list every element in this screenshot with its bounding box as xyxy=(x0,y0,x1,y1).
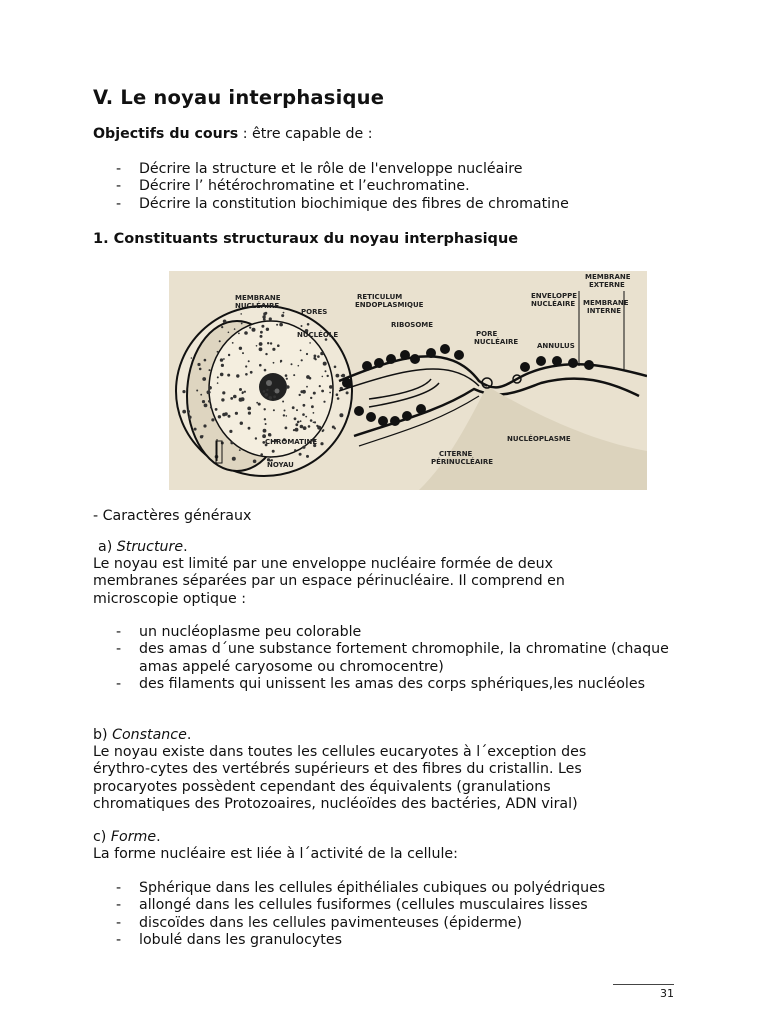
objectives-rest: : être capable de : xyxy=(238,126,373,142)
nucleus-diagram xyxy=(169,271,647,490)
section-a-heading: a) Structure. xyxy=(98,539,188,555)
list-item: - lobulé dans les granulocytes xyxy=(116,932,342,949)
label-membrane-nucleaire-1: MEMBRANE xyxy=(235,294,281,302)
footer-rule xyxy=(613,984,674,985)
list-item: - Décrire la constitution biochimique des fibres de chromatine xyxy=(116,195,569,212)
label-pore-nucleaire-1: PORE xyxy=(476,330,498,338)
section-b-text: Le noyau existe dans toutes les cellules eucaryotes à l´exception des érythro-cytes des vertébrés supérieurs et des fibres du cristallin. Les procaryotes possèdent cependant des équivalents (granulations chromatiques des Protozoaires, nucléoïdes des bactéries, ADN viral) xyxy=(93,744,587,813)
label-membrane-nucleaire-2: NUCLÉAIRE xyxy=(235,302,280,310)
section-title: 1. Constituants structuraux du noyau interphasique xyxy=(93,231,519,247)
label-nucleole: NUCLÉOLE xyxy=(297,331,339,339)
section-a-list xyxy=(93,624,673,694)
label-ribosome: RIBOSOME xyxy=(391,321,434,329)
list-item: - Décrire la structure et le rôle de l'enveloppe nucléaire xyxy=(116,161,523,177)
label-reticulum-2: ENDOPLASMIQUE xyxy=(355,301,424,309)
label-membrane-externe-1: MEMBRANE xyxy=(585,273,631,281)
list-item: - des filaments qui unissent les amas des corps sphériques,les nucléoles xyxy=(116,676,645,693)
list-item: - Sphérique dans les cellules épithéliales cubiques ou polyédriques xyxy=(116,880,606,896)
section-a-text: Le noyau est limité par une enveloppe nucléaire formée de deux membranes séparées par un espace périnucléaire. Il comprend en microscopie optique : xyxy=(93,556,565,607)
label-membrane-interne-2: INTERNE xyxy=(587,307,622,315)
section-b-heading: b) Constance. xyxy=(93,727,192,743)
label-nucleoplasme: NUCLÉOPLASME xyxy=(507,435,571,443)
section-c-list xyxy=(93,880,605,950)
label-pore-nucleaire-2: NUCLÉAIRE xyxy=(474,338,519,346)
list-item: - des amas d´une substance fortement chromophile, la chromatine (chaque amas appelé caryosome ou chromocentre) xyxy=(116,641,669,675)
label-annulus: ANNULUS xyxy=(537,342,575,350)
label-citerne-2: PÉRINUCLÉAIRE xyxy=(431,458,494,466)
label-chromatine: CHROMATINE xyxy=(265,438,318,446)
page-number: 31 xyxy=(660,987,674,1000)
objectives-label: Objectifs du cours xyxy=(93,126,239,142)
general-characters-heading: - Caractères généraux xyxy=(93,508,252,524)
label-pores: PORES xyxy=(301,308,328,316)
label-reticulum-1: RETICULUM xyxy=(357,293,403,301)
list-item: - discoïdes dans les cellules pavimenteuses (épiderme) xyxy=(116,914,523,931)
list-item: - allongé dans les cellules fusiformes (cellules musculaires lisses xyxy=(116,897,588,914)
label-enveloppe-2: NUCLÉAIRE xyxy=(531,300,576,308)
objectives-heading xyxy=(93,126,372,143)
section-c-heading: c) Forme. xyxy=(93,829,161,845)
label-noyau: NOYAU xyxy=(267,461,294,469)
objectives-list xyxy=(93,161,569,213)
list-item: - Décrire l’ hétérochromatine et l’euchromatine. xyxy=(116,178,470,195)
label-enveloppe-1: ENVELOPPE xyxy=(531,292,578,300)
list-item: - un nucléoplasme peu colorable xyxy=(116,624,362,640)
label-citerne-1: CITERNE xyxy=(439,450,473,458)
label-membrane-interne-1: MEMBRANE xyxy=(583,299,629,307)
section-c-text: La forme nucléaire est liée à l´activité de la cellule: xyxy=(93,846,458,862)
label-membrane-externe-2: EXTERNE xyxy=(589,281,625,289)
chapter-title: V. Le noyau interphasique xyxy=(93,86,385,109)
